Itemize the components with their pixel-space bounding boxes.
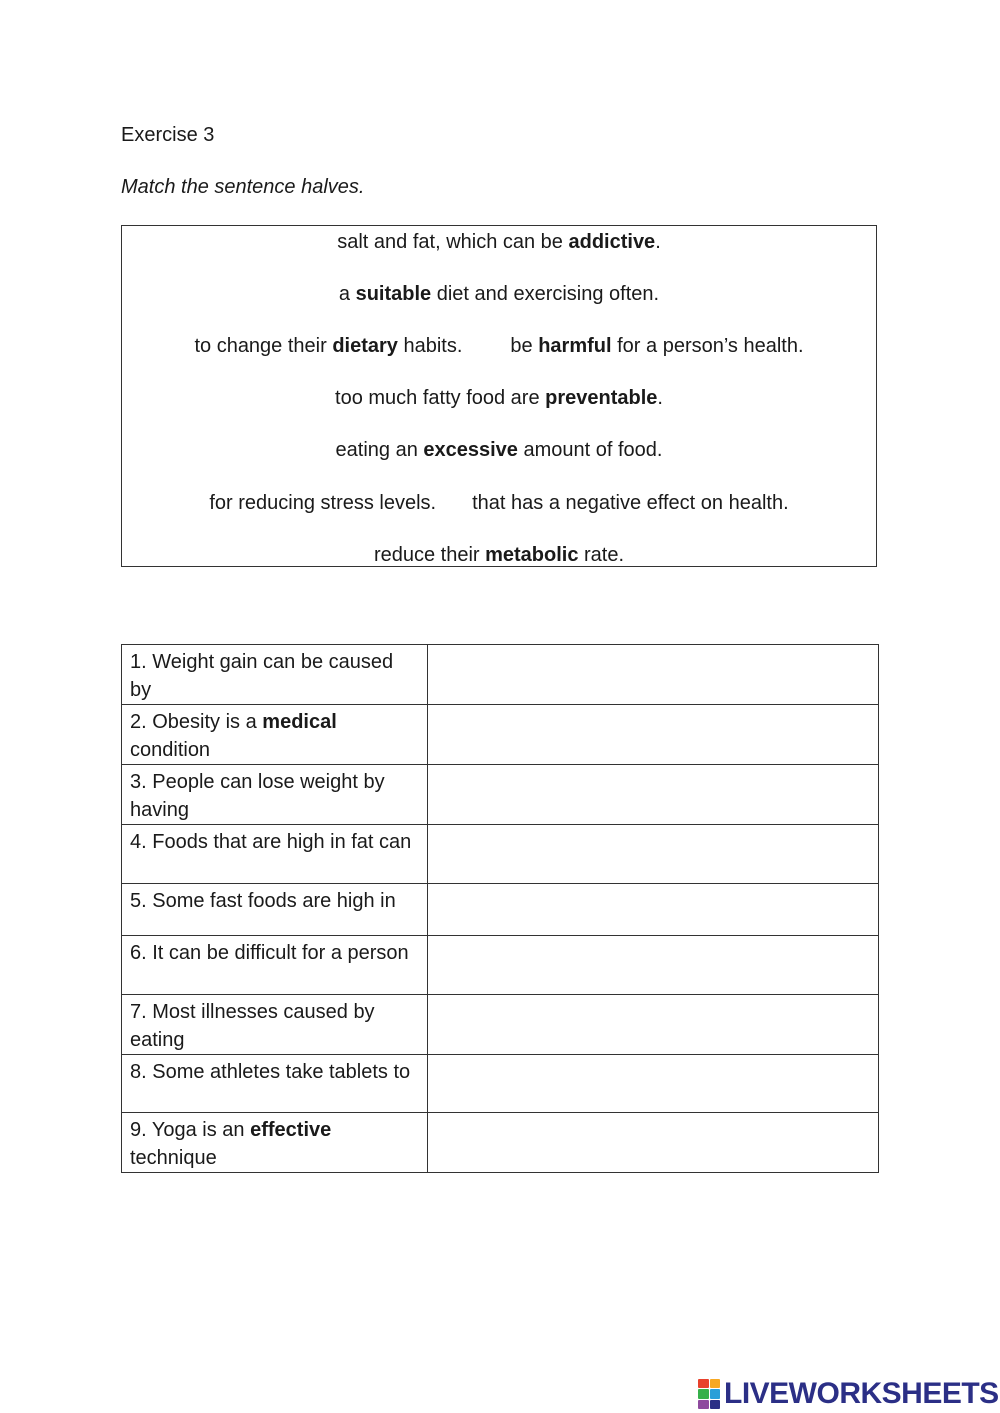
answer-cell[interactable] [428, 995, 879, 1055]
sentence-start [122, 884, 428, 936]
sentence-keyword: effective [250, 1119, 332, 1141]
table-row [122, 645, 879, 705]
bank-text: diet and exercising often. [431, 283, 660, 305]
bank-keyword: addictive [568, 231, 656, 253]
logo-block [710, 1389, 721, 1398]
sentence-start [122, 825, 428, 884]
bank-keyword: harmful [538, 335, 612, 357]
matching-table [121, 644, 879, 1173]
table-row [122, 1055, 879, 1113]
sentence-start [122, 1113, 428, 1173]
answer-cell[interactable] [428, 936, 879, 995]
bank-text: that has a negative effect on health. [472, 492, 789, 514]
logo-block [710, 1379, 721, 1388]
sentence-start [122, 995, 428, 1055]
bank-text: reduce their [373, 544, 486, 566]
answer-cell[interactable] [428, 884, 879, 936]
logo-block [698, 1389, 709, 1398]
sentence-text: 3. People can lose weight by having [130, 771, 385, 821]
table-row [122, 705, 879, 765]
word-bank-line [122, 541, 876, 569]
table-row [122, 765, 879, 825]
bank-text: a [338, 283, 356, 305]
bank-text: too much fatty food are [335, 387, 546, 409]
logo-block [698, 1400, 709, 1409]
bank-text: eating an [335, 439, 424, 461]
sentence-keyword: medical [262, 711, 337, 733]
word-bank-line [122, 280, 876, 308]
instructions: Match the sentence halves. [121, 176, 365, 198]
table-row [122, 1113, 879, 1173]
sentence-start [122, 1055, 428, 1113]
sentence-text: 2. Obesity is a [130, 711, 263, 733]
bank-keyword: preventable [545, 387, 658, 409]
bank-keyword: dietary [332, 335, 398, 357]
sentence-text: 7. Most illnesses caused by eating [130, 1001, 375, 1051]
sentence-start [122, 705, 428, 765]
word-bank-line [122, 436, 876, 464]
sentence-text: 8. Some athletes take tablets to [130, 1061, 411, 1083]
bank-text: amount of food. [517, 439, 663, 461]
bank-text: to change their [194, 335, 333, 357]
sentence-text: 4. Foods that are high in fat can [130, 831, 412, 853]
table-row [122, 995, 879, 1055]
answer-cell[interactable] [428, 825, 879, 884]
bank-text: . [657, 387, 663, 409]
bank-text: for a person’s health. [611, 335, 804, 357]
sentence-text: 1. Weight gain can be caused by [130, 651, 394, 701]
bank-keyword: excessive [423, 439, 518, 461]
logo-block [698, 1379, 709, 1388]
answer-cell[interactable] [428, 645, 879, 705]
sentence-text: 5. Some fast foods are high in [130, 890, 396, 912]
logo-block [710, 1400, 721, 1409]
word-bank-line [122, 228, 876, 256]
bank-keyword: suitable [355, 283, 432, 305]
sentence-start [122, 765, 428, 825]
word-bank-line [122, 332, 876, 360]
answer-cell[interactable] [428, 1113, 879, 1173]
word-bank-line [122, 489, 876, 517]
liveworksheets-logo[interactable] [698, 1376, 999, 1412]
sentence-text: 9. Yoga is an [130, 1119, 251, 1141]
exercise-title: Exercise 3 [121, 124, 215, 146]
word-bank [121, 225, 877, 567]
bank-keyword: metabolic [485, 544, 579, 566]
answer-cell[interactable] [428, 1055, 879, 1113]
bank-text: for reducing stress levels. [209, 492, 437, 514]
logo-text: LIVEWORKSHEETS [724, 1377, 999, 1410]
bank-text: rate. [578, 544, 625, 566]
table-row [122, 936, 879, 995]
sentence-text: condition [130, 739, 211, 761]
table-row [122, 825, 879, 884]
table-row [122, 884, 879, 936]
sentence-start [122, 645, 428, 705]
answer-cell[interactable] [428, 705, 879, 765]
bank-text: salt and fat, which can be [337, 231, 569, 253]
sentence-text: 6. It can be difficult for a person [130, 942, 409, 964]
bank-text: habits. [397, 335, 463, 357]
sentence-start [122, 936, 428, 995]
sentence-text: technique [130, 1147, 217, 1169]
bank-text: be [510, 335, 539, 357]
bank-text: . [655, 231, 661, 253]
word-bank-line [122, 384, 876, 412]
answer-cell[interactable] [428, 765, 879, 825]
logo-icon [698, 1379, 720, 1409]
